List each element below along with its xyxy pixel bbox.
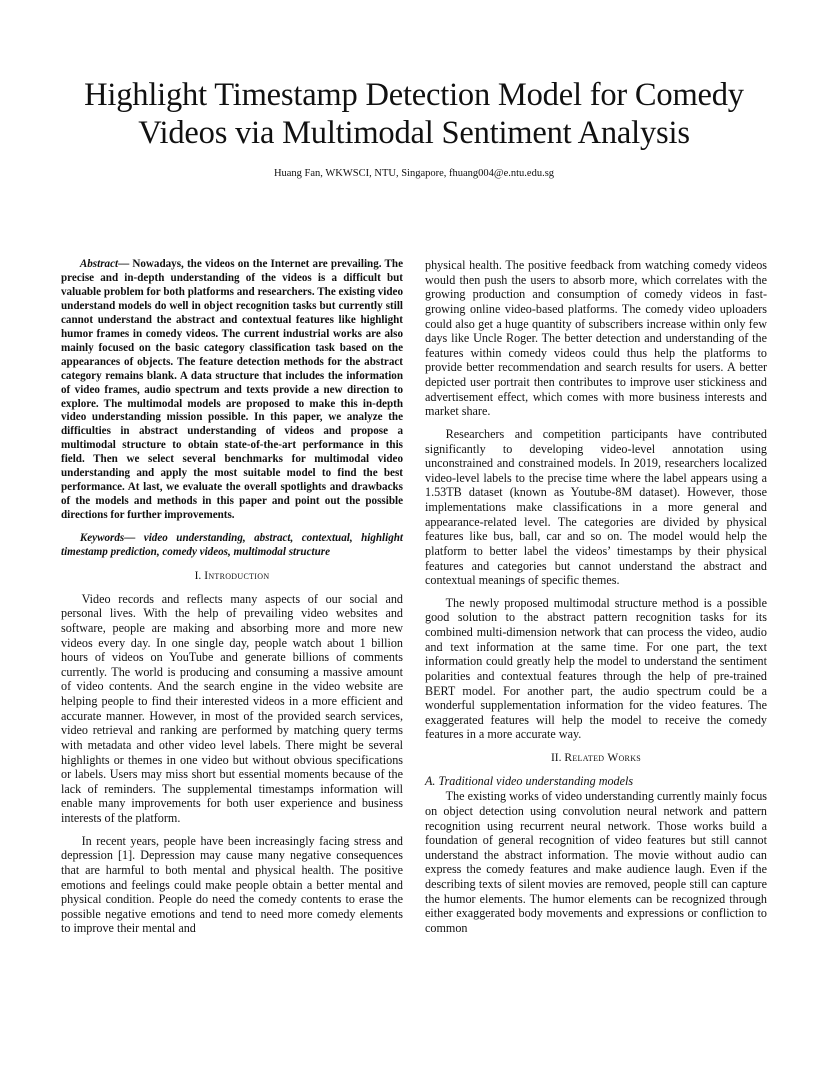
subsection-title: Traditional video understanding models <box>438 773 634 788</box>
paragraph-intro-2: In recent years, people have been increasingly facing stress and depression [1]. Depression may cause many negative consequences that are harmful to both mental and physical health. The positive emotions and feelings could make people obtain a better mental and physical condition. People do need the comedy contents to erase the possible negative emotions and tend to need more comedy elements to improve their mental and <box>61 833 403 936</box>
abstract <box>61 258 403 523</box>
right-column <box>425 258 767 936</box>
section-heading-introduction <box>61 569 403 584</box>
abstract-label: Abstract <box>79 258 119 270</box>
paragraph-intro-1: Video records and reflects many aspects of our social and personal lives. With the help of prevailing video websites and software, people are making and absorbing more and more new videos every day. In one single day, people watch about 1 billion hours of videos on YouTube and generate billions of comments currently. The world is producing and consuming a massive amount of video contents. And the search engine in the video website are helping people to find their interested videos in a more efficient and accurate manner. However, in most of the provided search services, video retrieval and ranking are performed by matching query terms with metadata and other video level labels. There might be several highlights or themes in one video but without obvious specifications or labels. Users may miss short but essential moments because of the lack of reminders. The supplemental timestamps information will enable many improvements for both user experience and business interests of the platform. <box>61 591 403 826</box>
section-title: Related Works <box>564 752 642 764</box>
subsection-heading <box>425 774 767 789</box>
paper-title <box>40 76 788 152</box>
section-title: Introduction <box>204 570 270 583</box>
paragraph-intro-3: Researchers and competition participants have contributed significantly to developing video-level annotation using unconstrained and constrained models. In 2019, researchers localized video-level labels to the precise time where the label appears using a 1.53TB dataset (known as Youtube-8M dataset). However, those implementations make classifications in a more general and appearance-related level. The categories are divided by physical features like bus, ball, car and so on. The model would help the platform to better label the videos’ timestamps by their physical features and categories but cannot understand the abstract and contextual meanings of specific themes. <box>425 426 767 588</box>
subsection-letter: A. <box>425 773 436 788</box>
section-number: I. <box>194 570 202 583</box>
title-line-1: Highlight Timestamp Detection Model for Comedy <box>84 77 744 113</box>
paragraph-intro-4: The newly proposed multimodal structure method is a possible good solution to the abstract pattern recognition tasks for its combined multi-dimension network that can process the video, audio and text information at the same time. For one part, the text information could greatly help the model to understand the sentiment polarities and contextual features through the help of pre-trained BERT model. For another part, the audio spectrum could be a wonderful supplementation information for the video features. The exaggerated features will help the model to receive the comedy features in a more accurate way. <box>425 595 767 742</box>
paragraph-intro-2-continued: physical health. The positive feedback from watching comedy videos would then push the users to absorb more, which correlates with the growing production and consumption of comedy videos in fast-growing online video-based platforms. The comedy video uploaders could also get a huge quantity of subscribers increase within only few days like Uncle Roger. The better detection and understanding of the features within comedy videos could thus help the platforms to provide better recommendation and search results for users. A better depicted user portrait then contributes to improve user stickiness and advertisement effect, which comes with more business interests and market share. <box>425 258 767 419</box>
left-column <box>61 258 403 936</box>
abstract-text: Nowadays, the videos on the Internet are prevailing. The precise and in-depth understanding of the videos is a difficult but valuable problem for both platforms and researchers. The existing video understand models do well in object recognition tasks but currently still cannot understand the abstract and contextual features like highlight humor frames in comedy videos. The current industrial works are also mainly focused on the basic category classification task based on the appearances of objects. The feature detection methods for the abstract category remains blank. A data structure that includes the information of video frames, audio spectrum and texts provide a new direction to explore. The multimodal models are proposed to make this in-depth video understanding mission possible. In this paper, we analyze the difficulties in abstract understanding of videos and propose a multimodal structure to obtain state-of-the-art performance in this field. Then we select several benchmarks for multimodal video understanding and apply the most suitable model to find the best performance. At last, we evaluate the overall spotlights and drawbacks of the models and methods in this paper and point out the possible directions for further improvements. <box>61 258 403 522</box>
title-line-2: Videos via Multimodal Sentiment Analysis <box>138 115 690 151</box>
paragraph-related-1: The existing works of video understanding currently mainly focus on object detection using convolution neural network and pattern recognition using recurrent neural network. Those works build a foundation of general recognition of video features but still cannot understand the abstract information. The movie without audio can express the comedy features and make audience laugh. Even if the describing texts of silent movies are removed, people still can capture the humor elements. The humor elements can be recognized through either exaggerated body movements and expressions or confliction to common <box>425 789 767 935</box>
section-number: II. <box>550 752 562 764</box>
keywords: Keywords— video understanding, abstract, contextual, highlight timestamp prediction, comedy videos, multimodal structure <box>61 532 403 559</box>
author-line: Huang Fan, WKWSCI, NTU, Singapore, fhuang004@e.ntu.edu.sg <box>273 168 555 179</box>
abstract-separator: — <box>118 258 130 270</box>
section-heading-related-works <box>425 751 767 766</box>
